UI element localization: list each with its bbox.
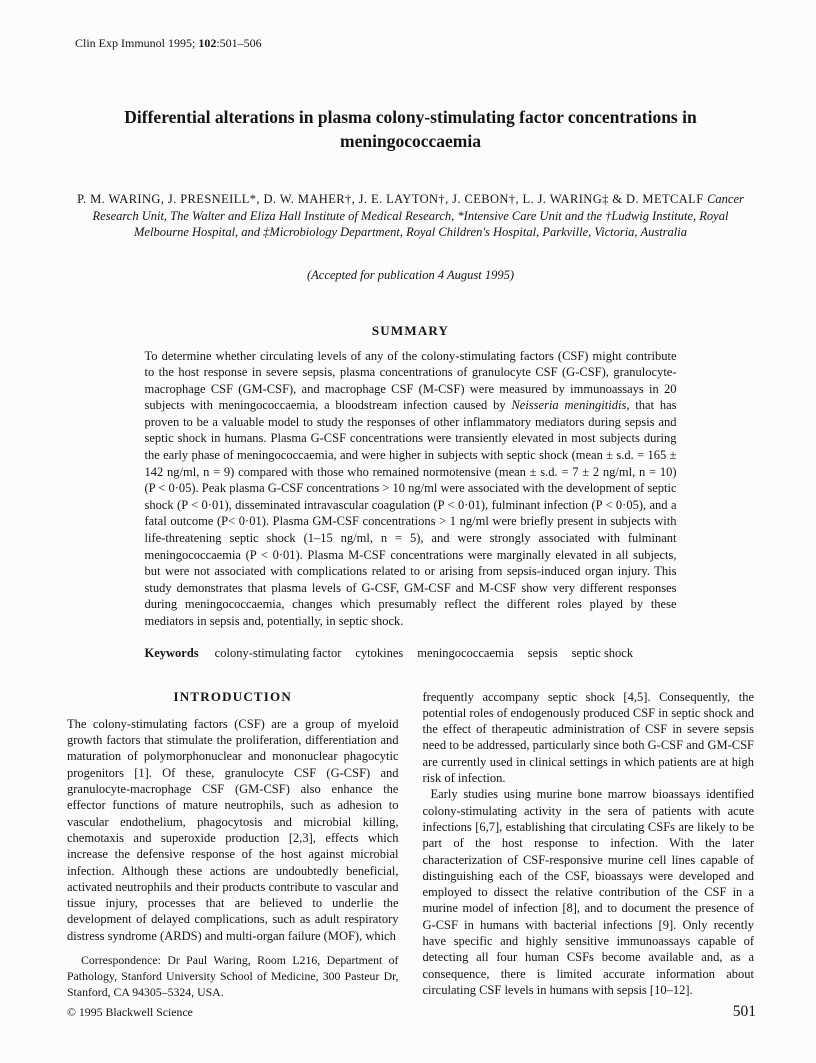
journal-reference	[75, 36, 754, 51]
right-column	[423, 689, 755, 1001]
journal-reference-prefix: Clin Exp Immunol 1995;	[75, 36, 199, 50]
author-affiliation-block	[67, 191, 754, 241]
introduction-heading: INTRODUCTION	[173, 688, 292, 704]
two-column-body	[67, 689, 754, 1001]
author-names: P. M. WARING, J. PRESNEILL*, D. W. MAHER†, J. E. LAYTON†, J. CEBON†, L. J. WARING‡ & D. METCALF	[77, 192, 708, 206]
keywords-line	[145, 646, 677, 661]
summary-section	[145, 323, 677, 661]
summary-text-part1: To determine whether circulating levels of any of the colony-stimulating factors (CSF) might contribute to the host response in severe sepsis, plasma concentrations of granulocyte CSF (G-CSF), granulocyte-macrophage CSF (GM-CSF), and macrophage CSF (M-CSF) were measured by immunoassays in 20 subjects with meningococcaemia, a bloodstream infection caused by	[144, 348, 677, 413]
copyright-notice: © 1995 Blackwell Science	[67, 1005, 193, 1019]
keyword: septic shock	[571, 645, 634, 660]
body-paragraph: frequently accompany septic shock [4,5]. Consequently, the potential roles of endogenously produced CSF in septic shock and the effect of therapeutic administration of CSF in severe sepsis need to be addressed, particularly since both G-CSF and GM-CSF are currently used in clinical settings in which patients are at high risk of infection.	[422, 689, 754, 786]
author-affiliations: Cancer Research Unit, The Walter and Eliza Hall Institute of Medical Research, *Intensive Care Unit and the †Ludwig Institute, Royal Melbourne Hospital, and ‡Microbiology Department, Royal Children's Hospital, Parkville, Victoria, Australia	[92, 192, 744, 239]
keyword: sepsis	[527, 645, 558, 660]
keyword: meningococcaemia	[417, 645, 514, 660]
summary-paragraph	[145, 348, 677, 630]
summary-heading: SUMMARY	[371, 322, 450, 338]
journal-page-range: :501–506	[216, 36, 262, 50]
keywords-label: Keywords	[144, 645, 199, 660]
summary-text-part2: , that has proven to be a valuable model to study the responses of other inflammatory mediators during sepsis and septic shock in humans. Plasma G-CSF concentrations were transiently elevated in most subjects during the early phase of meningococcaemia, and were higher in subjects with septic shock (mean ± s.d. = 165 ± 142 ng/ml, n = 9) compared with those who remained normotensive (mean ± s.d. = 7 ± 2 ng/ml, n = 10) (P < 0·05). Peak plasma G-CSF concentrations > 10 ng/ml were associated with the development of septic shock (P < 0·01), disseminated intravascular coagulation (P < 0·01), fulminant infection (P < 0·05), and a fatal outcome (P< 0·01). Plasma GM-CSF concentrations > 1 ng/ml were briefly present in subjects with life-threatening septic shock (1–15 ng/ml, n = 5), and were strongly associated with fulminant meningococcaemia (P < 0·01). Plasma M-CSF concentrations were marginally elevated in all subjects, but were not associated with complications related to or arising from sepsis-induced organ injury. This study demonstrates that plasma levels of G-CSF, GM-CSF and M-CSF show very different responses during meningococcaemia, changes which presumably reflect the different roles played by these mediators in sepsis and, potentially, in septic shock.	[144, 398, 677, 628]
page-footer	[67, 1003, 756, 1021]
left-column	[67, 689, 399, 1001]
species-name-italic: Neisseria meningitidis	[511, 398, 627, 413]
accepted-for-publication-note: (Accepted for publication 4 August 1995)	[306, 267, 515, 282]
introduction-paragraph: The colony-stimulating factors (CSF) are a group of myeloid growth factors that stimulate the proliferation, differentiation and maturation of polymorphonuclear and mononuclear phagocytic progenitors [1]. Of these, granulocyte CSF (G-CSF) and granulocyte-macrophage CSF (GM-CSF) also enhance the effector functions of mature neutrophils, such as adhesion to vascular endothelium, phagocytosis and microbial killing, chemotaxis and superoxide production [2,3], effects which increase the defensive response of the host against microbial infection. Although these actions are undoubtedly beneficial, activated neutrophils and their products contribute to vascular and tissue injury, processes that are believed to underlie the development of delayed complications, such as adult respiratory distress syndrome (ARDS) and multi-organ failure (MOF), which	[67, 716, 399, 943]
correspondence-note: Correspondence: Dr Paul Waring, Room L216, Department of Pathology, Stanford University School of Medicine, 300 Pasteur Dr, Stanford, CA 94305–5324, USA.	[67, 953, 399, 999]
body-paragraph: Early studies using murine bone marrow bioassays identified colony-stimulating activity in the sera of patients with acute infections [6,7], establishing that circulating CSFs are likely to be part of the host response to infection. With the later characterization of CSF-responsive murine cell lines capable of distinguishing each of the CSF, bioassays were developed and employed to dissect the relative contribution of the CSF in a murine model of infection [8], and to document the presence of G-CSF in humans with bacterial infections [9]. Only recently have specific and highly sensitive immunoassays capable of detecting all four human CSFs become available and, as a consequence, there is limited accurate information about circulating CSF levels in humans with sepsis [10–12].	[422, 787, 754, 997]
page-number: 501	[732, 1003, 756, 1020]
keyword: colony-stimulating factor	[214, 645, 342, 660]
article-title: Differential alterations in plasma colony-stimulating factor concentrations in meningococcaemia	[124, 107, 697, 151]
keyword: cytokines	[355, 645, 404, 660]
journal-volume: 102	[198, 36, 217, 50]
